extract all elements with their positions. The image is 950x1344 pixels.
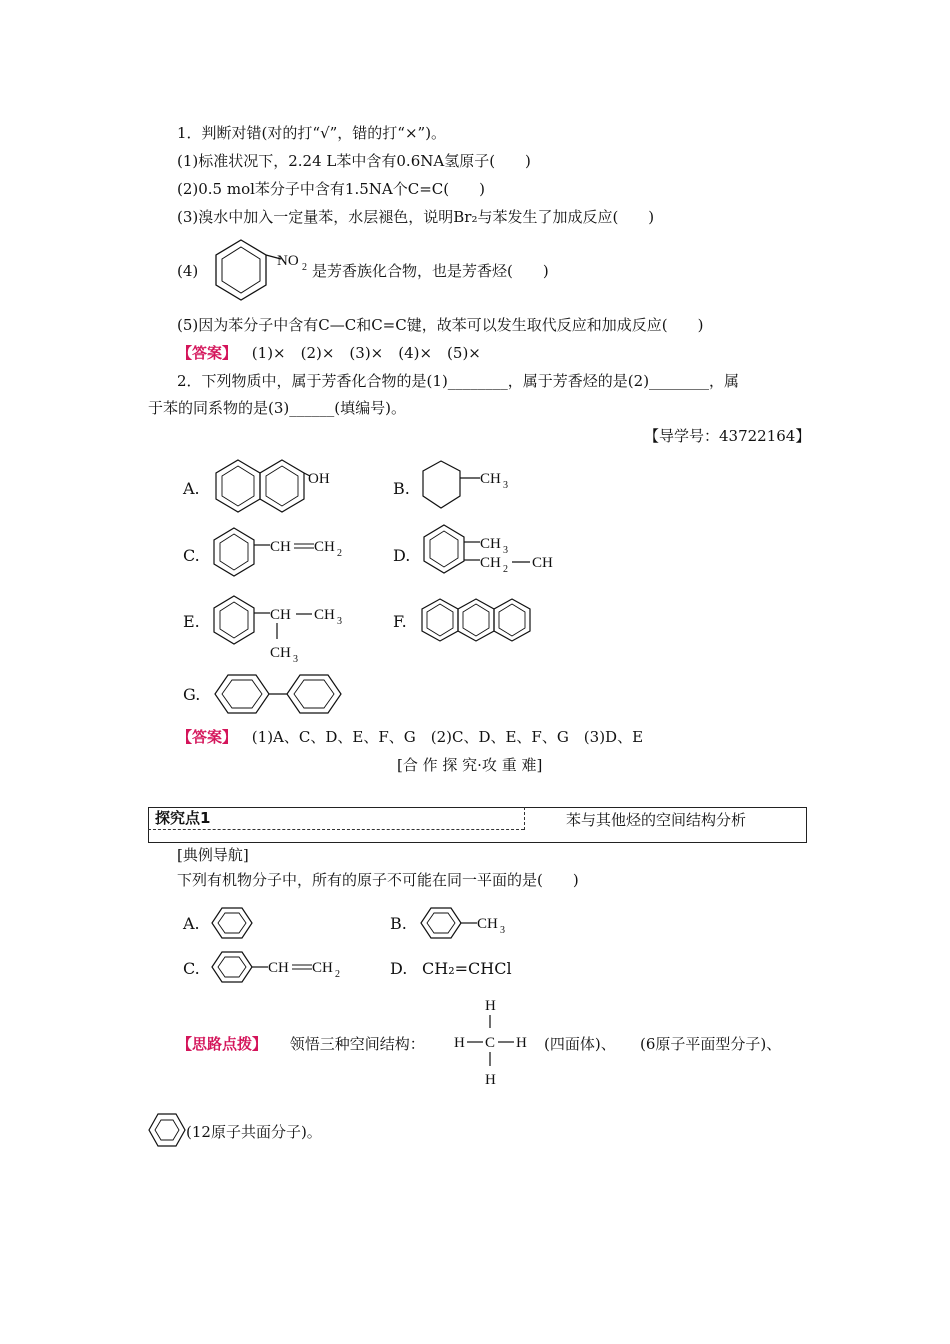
- option-e-label: E.: [183, 612, 200, 631]
- ex-option-c-structure: [208, 949, 358, 989]
- svg-text:NO: NO: [277, 253, 299, 269]
- q2-line-1: 2．下列物质中，属于芳香化合物的是(1)________，属于芳香烃的是(2)________，属: [177, 372, 740, 390]
- q1-item-2: (2)0.5 mol苯分子中含有1.5NA个C=C( ): [177, 180, 485, 198]
- svg-text:CH: CH: [480, 536, 501, 552]
- benzene-ring-icon: [146, 1111, 186, 1153]
- svg-text:CH: CH: [268, 960, 289, 976]
- q2-answer: [177, 727, 643, 747]
- svg-text:H: H: [454, 1035, 465, 1051]
- section-head: 探究点1: [155, 809, 211, 827]
- svg-text:CH: CH: [532, 555, 553, 571]
- ex-option-d-formula: CH₂=CHCl: [422, 959, 512, 978]
- methane-structure: [452, 994, 542, 1088]
- ex-option-c-label: C.: [183, 959, 200, 978]
- q2-line-2: 于苯的同系物的是(3)______(填编号)。: [148, 399, 406, 417]
- hint-mid-2: (6原子平面型分子)、: [640, 1035, 782, 1053]
- answer-tag: 【答案】: [177, 344, 238, 362]
- svg-text:3: 3: [503, 480, 508, 491]
- option-d-label: D.: [393, 546, 411, 565]
- svg-text:CH: CH: [270, 607, 291, 623]
- q1-item-5: (5)因为苯分子中含有C—C和C=C键，故苯可以发生取代反应和加成反应( ): [177, 316, 704, 334]
- option-a-label: A.: [183, 479, 200, 498]
- svg-text:H: H: [485, 1072, 496, 1088]
- option-c-label: C.: [183, 546, 200, 565]
- option-f-structure: [420, 597, 550, 649]
- svg-text:H: H: [516, 1035, 527, 1051]
- svg-text:3: 3: [500, 925, 505, 936]
- answer-tag: 【答案】: [177, 728, 238, 746]
- option-a-structure: [210, 458, 340, 518]
- hint-text: 领悟三种空间结构：: [289, 1035, 425, 1053]
- svg-text:2: 2: [335, 969, 340, 980]
- section-divider-v: [524, 807, 525, 830]
- option-e-structure: [210, 593, 360, 665]
- ex-option-b-label: B.: [390, 914, 407, 933]
- q1-answer-text: (1)× (2)× (3)× (4)× (5)×: [251, 344, 481, 362]
- svg-text:CH: CH: [312, 960, 333, 976]
- example-tag: [典例导航]: [177, 846, 249, 864]
- svg-text:OH: OH: [308, 471, 330, 487]
- ex-option-a-structure: [208, 905, 258, 945]
- option-b-structure: [420, 458, 540, 518]
- section-title: 苯与其他烃的空间结构分析: [566, 811, 747, 829]
- hint-mid-1: (四面体)、: [544, 1035, 616, 1053]
- svg-text:C: C: [485, 1035, 496, 1051]
- q1-answer: [177, 343, 481, 363]
- section-divider: [148, 829, 524, 830]
- svg-text:CH: CH: [270, 539, 291, 555]
- svg-text:2: 2: [337, 548, 342, 559]
- svg-text:2: 2: [302, 262, 307, 273]
- ex-option-d-label: D.: [390, 959, 408, 978]
- option-d-structure: [420, 522, 570, 584]
- q1-item-4: 是芳香族化合物，也是芳香烃( ): [312, 262, 549, 280]
- q2-answer-text: (1)A、C、D、E、F、G (2)C、D、E、F、G (3)D、E: [251, 728, 644, 746]
- q1-item-4-prefix: (4): [177, 262, 199, 280]
- example-question: 下列有机物分子中，所有的原子不可能在同一平面的是( ): [177, 871, 579, 889]
- nitrobenzene-structure: [205, 235, 315, 305]
- svg-text:3: 3: [293, 654, 298, 665]
- svg-text:CH: CH: [480, 471, 501, 487]
- svg-text:H: H: [485, 998, 496, 1014]
- q1-item-1: (1)标准状况下，2.24 L苯中含有0.6NA氢原子( ): [177, 152, 531, 170]
- svg-text:CH: CH: [314, 539, 335, 555]
- section-banner: [合 作 探 究·攻 重 难]: [397, 756, 543, 774]
- svg-text:CH: CH: [480, 555, 501, 571]
- svg-text:3: 3: [337, 616, 342, 627]
- q1-title: 1．判断对错(对的打“√”，错的打“×”)。: [177, 124, 447, 142]
- hint-line: [177, 1034, 425, 1054]
- hint-tag: 【思路点拨】: [177, 1035, 268, 1053]
- option-g-label: G.: [183, 685, 201, 704]
- guide-number: 【导学号：43722164】: [644, 427, 811, 445]
- q1-item-3: (3)溴水中加入一定量苯，水层褪色，说明Br₂与苯发生了加成反应( ): [177, 208, 655, 226]
- hint-end: (12原子共面分子)。: [186, 1123, 322, 1141]
- svg-text:2: 2: [503, 564, 508, 575]
- svg-text:CH: CH: [477, 916, 498, 932]
- option-b-label: B.: [393, 479, 410, 498]
- svg-text:CH: CH: [314, 607, 335, 623]
- svg-text:3: 3: [503, 545, 508, 556]
- svg-text:CH: CH: [270, 645, 291, 661]
- ex-option-b-structure: [417, 905, 527, 945]
- option-f-label: F.: [393, 612, 407, 631]
- ex-option-a-label: A.: [183, 914, 200, 933]
- option-g-structure: [210, 672, 360, 718]
- option-c-structure: [210, 525, 360, 585]
